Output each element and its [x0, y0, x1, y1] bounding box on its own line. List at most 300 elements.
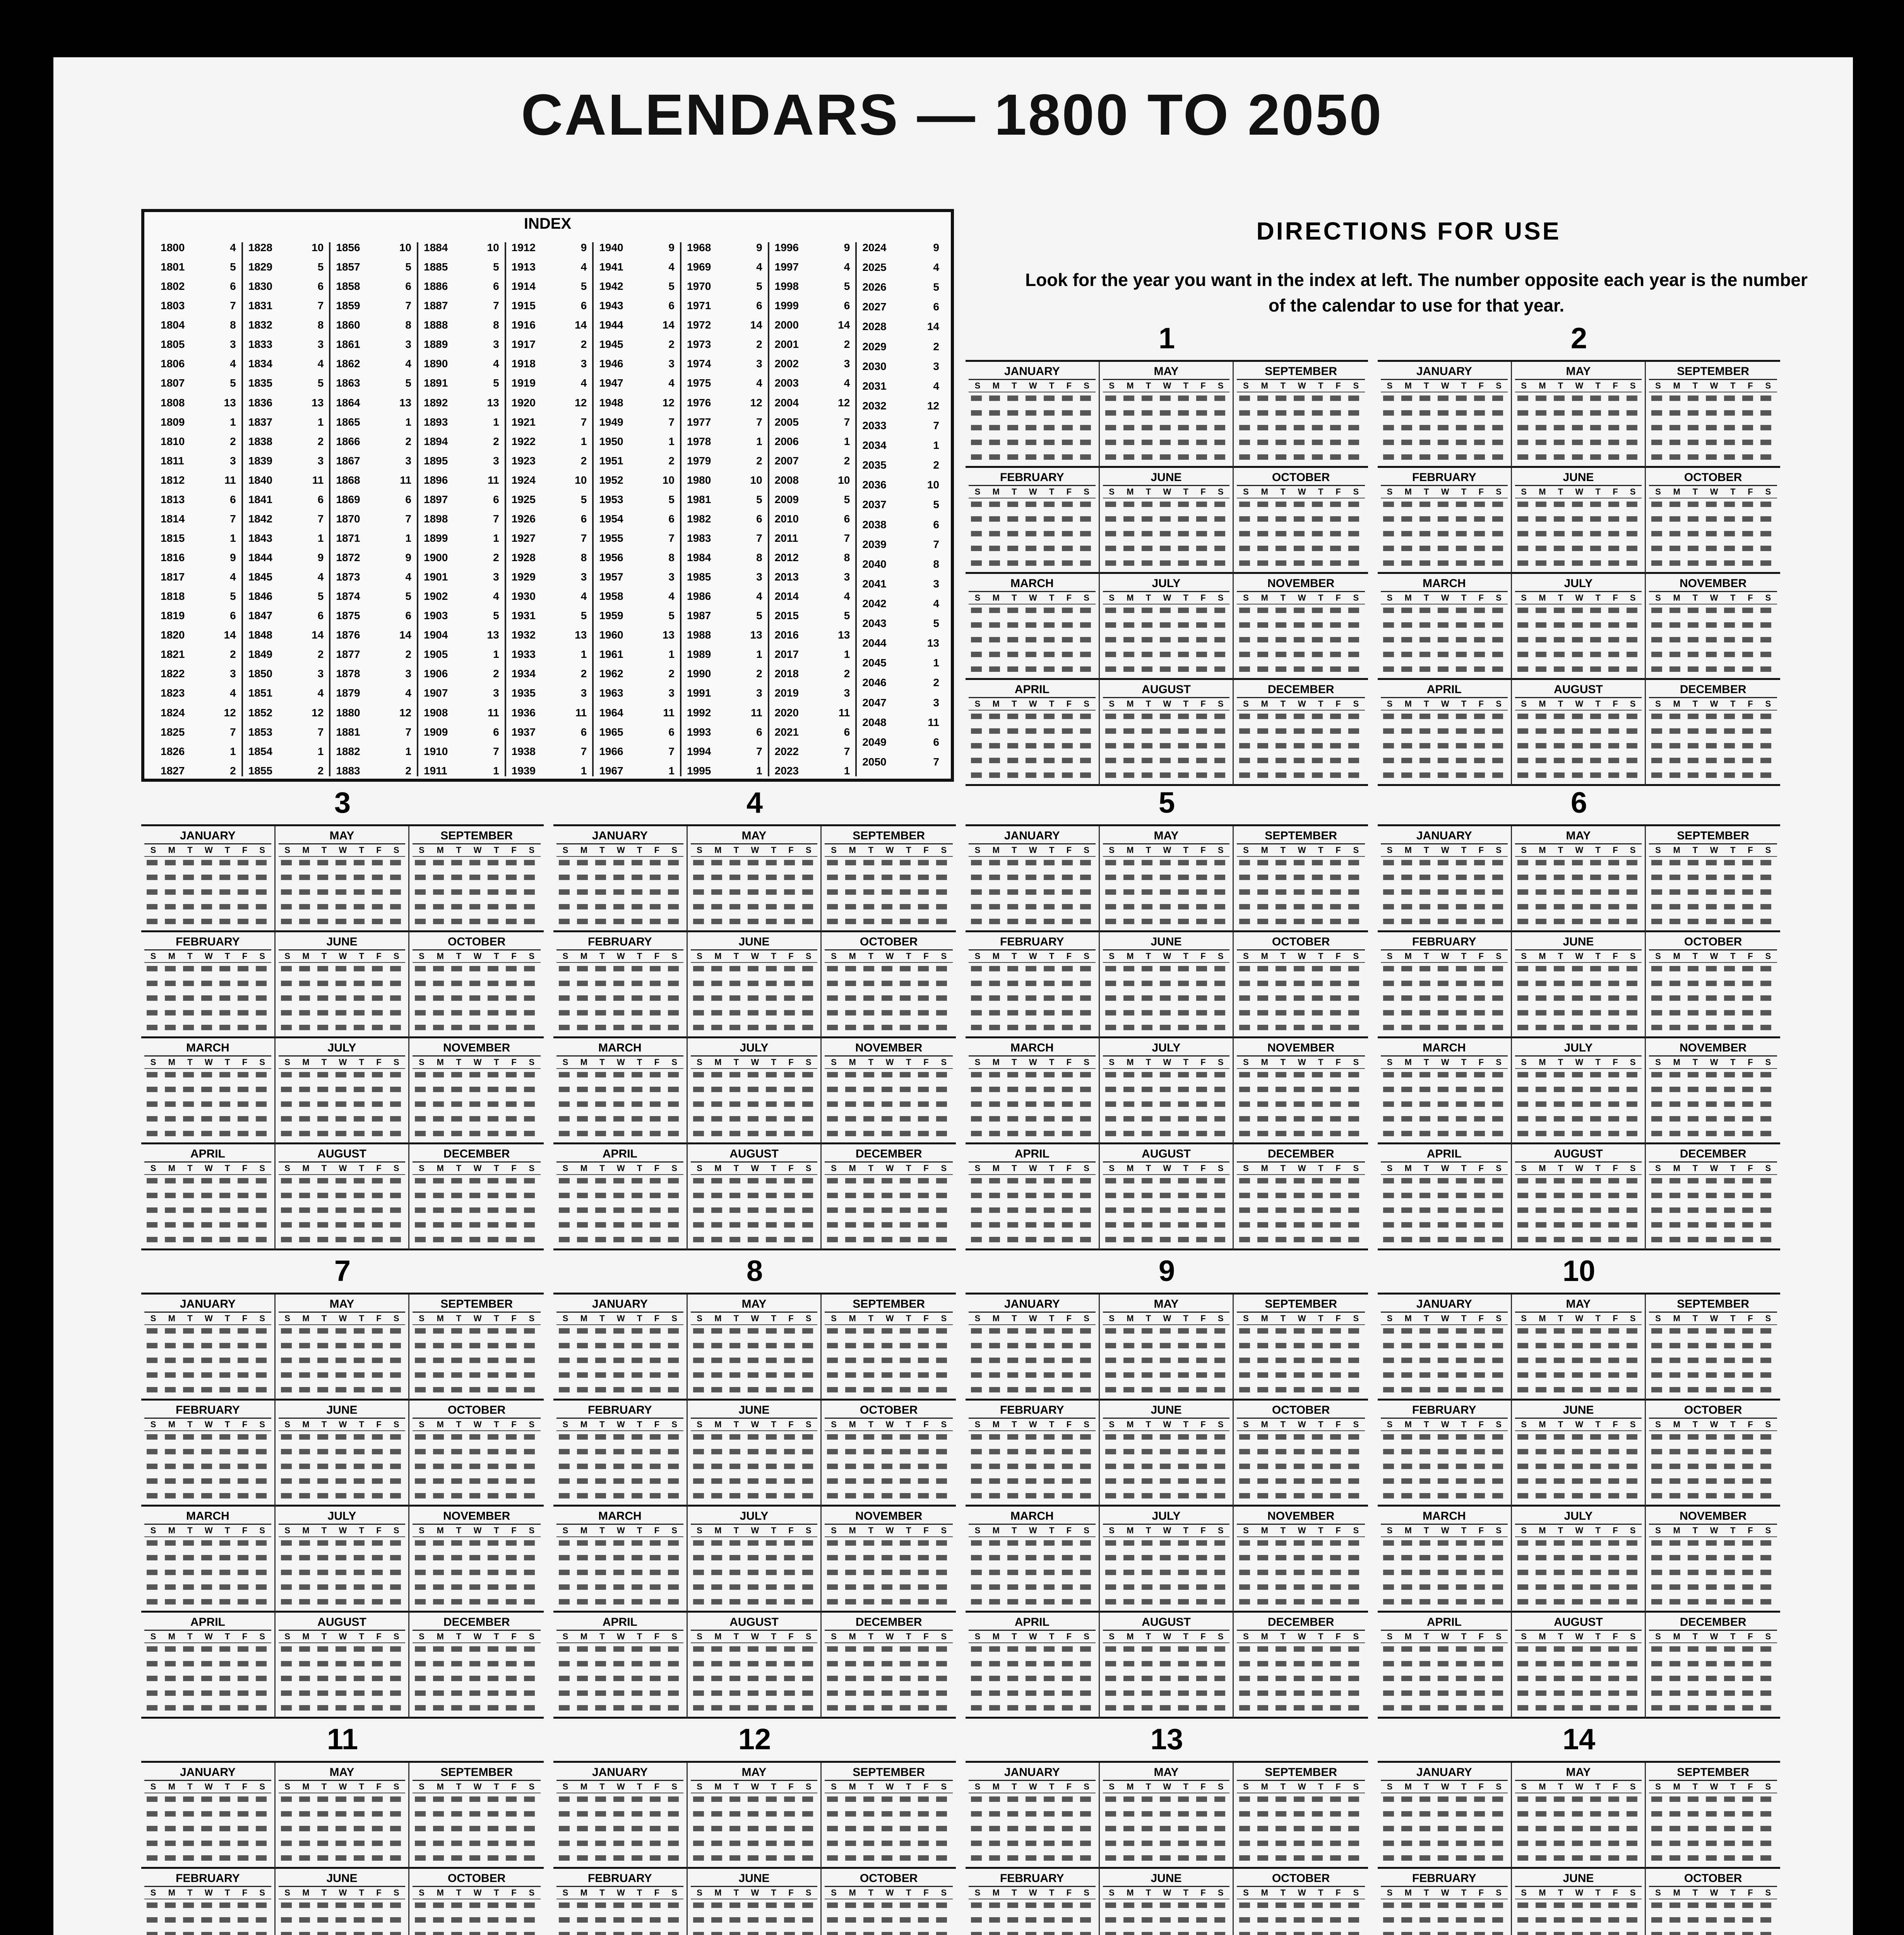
weekday-letter: S — [974, 1057, 981, 1067]
week-rows — [144, 1902, 271, 1935]
week-row — [556, 1387, 683, 1399]
weekday-letter: W — [1298, 381, 1306, 390]
calendar-14 — [1378, 1722, 1780, 1935]
weekday-letter: T — [1183, 1632, 1188, 1641]
weekday-letter: T — [637, 1632, 642, 1641]
week-row — [1381, 652, 1508, 663]
index-year: 1860 — [336, 319, 360, 331]
day-numbers-row — [827, 966, 950, 971]
day-numbers-row — [559, 1207, 681, 1213]
week-row — [1649, 728, 1777, 740]
day-numbers-row — [1239, 440, 1363, 445]
weekday-letter: T — [906, 1057, 911, 1067]
weekday-letter: F — [511, 1313, 517, 1323]
week-row — [1237, 772, 1365, 784]
weekday-header — [556, 844, 683, 857]
month-block — [1100, 468, 1234, 574]
weekday-letter: M — [302, 1057, 310, 1067]
week-rows — [825, 1796, 953, 1867]
day-numbers-row — [971, 1841, 1093, 1846]
index-year: 2000 — [774, 319, 799, 331]
week-row — [556, 1358, 683, 1369]
weekday-letter: F — [1613, 1888, 1618, 1897]
weekday-letter: F — [242, 951, 248, 961]
weekday-letter: S — [974, 593, 981, 603]
weekday-letter: T — [733, 845, 739, 855]
week-row — [969, 1570, 1096, 1581]
weekday-letter: T — [906, 1313, 911, 1323]
weekday-letter: F — [654, 1313, 660, 1323]
day-numbers-row — [1651, 1555, 1775, 1560]
day-numbers-row — [1651, 666, 1775, 672]
month-block — [1512, 1401, 1646, 1507]
month-block — [822, 826, 956, 932]
day-numbers-row — [827, 1902, 950, 1908]
week-row — [144, 1464, 271, 1475]
index-row — [336, 475, 411, 486]
index-year: 1975 — [687, 377, 711, 389]
day-numbers-row — [1239, 919, 1363, 924]
index-row — [687, 630, 762, 640]
week-row — [556, 1025, 683, 1036]
week-row — [1515, 1449, 1642, 1461]
day-numbers-row — [281, 1193, 403, 1198]
day-numbers-row — [1105, 728, 1228, 734]
month-name: JUNE — [1103, 935, 1230, 950]
month-block — [553, 1401, 688, 1507]
day-numbers-row — [1651, 1570, 1775, 1575]
index-row — [248, 746, 324, 757]
weekday-letter: S — [284, 1057, 290, 1067]
day-numbers-row — [1383, 1131, 1505, 1136]
weekday-letter: T — [1558, 1420, 1563, 1429]
index-year: 1848 — [248, 629, 272, 641]
week-row — [1103, 1646, 1230, 1658]
week-row — [144, 1932, 271, 1935]
day-numbers-row — [281, 1222, 403, 1228]
weekday-letter: T — [599, 1163, 605, 1173]
week-rows — [691, 1434, 818, 1505]
week-rows — [969, 860, 1096, 930]
weekday-letter: S — [150, 1057, 156, 1067]
index-calendar-number: 9 — [580, 241, 587, 253]
day-numbers-row — [1517, 502, 1640, 507]
index-row — [336, 378, 411, 389]
week-row — [1237, 652, 1365, 663]
week-row — [144, 1493, 271, 1505]
weekday-letter: S — [1217, 487, 1224, 497]
month-block — [966, 362, 1100, 468]
weekday-letter: F — [1066, 1632, 1072, 1641]
weekday-letter: T — [1595, 381, 1601, 390]
day-numbers-row — [693, 1826, 815, 1831]
weekday-letter: S — [259, 845, 265, 855]
day-numbers-row — [1239, 1811, 1363, 1817]
week-row — [1237, 995, 1365, 1007]
index-row — [599, 649, 675, 660]
week-row — [1649, 410, 1777, 422]
day-numbers-row — [1239, 410, 1363, 416]
weekday-letter: T — [637, 1888, 642, 1897]
index-calendar-number: 1 — [493, 764, 499, 777]
weekday-letter: S — [1630, 951, 1636, 961]
index-year: 2016 — [774, 629, 799, 641]
day-numbers-row — [1517, 1087, 1640, 1092]
weekday-letter: M — [1404, 487, 1412, 497]
index-calendar-number: 3 — [405, 338, 411, 351]
index-year: 1868 — [336, 474, 360, 486]
index-row — [161, 436, 236, 447]
weekday-letter: S — [562, 1057, 568, 1067]
index-calendar-number: 5 — [580, 280, 587, 293]
index-year: 1890 — [424, 358, 448, 370]
index-row — [687, 649, 762, 660]
index-row — [336, 242, 411, 253]
weekday-letter: F — [1613, 381, 1618, 390]
index-year: 1825 — [161, 726, 185, 738]
index-row — [775, 707, 850, 718]
day-numbers-row — [559, 1464, 681, 1469]
week-row — [969, 743, 1096, 755]
day-numbers-row — [1105, 1101, 1228, 1107]
weekday-letter: T — [187, 1420, 193, 1429]
month-block — [966, 826, 1100, 932]
index-row — [424, 533, 499, 544]
weekday-letter: W — [1298, 1888, 1306, 1897]
index-row — [161, 746, 236, 757]
day-numbers-row — [1383, 1072, 1505, 1077]
weekday-letter: T — [1461, 1632, 1467, 1641]
weekday-letter: S — [1353, 1526, 1359, 1535]
weekday-letter: W — [1575, 1632, 1584, 1641]
index-calendar-number: 1 — [668, 435, 675, 447]
calendar-number: 7 — [334, 1255, 351, 1288]
week-row — [279, 1010, 406, 1022]
day-numbers-row — [1651, 743, 1775, 748]
month-block — [688, 1295, 822, 1401]
week-row — [1649, 1237, 1777, 1248]
week-row — [1103, 516, 1230, 528]
weekday-letter: F — [1066, 1313, 1072, 1323]
index-calendar-number: 7 — [668, 416, 675, 428]
index-year: 1922 — [511, 435, 536, 447]
month-block — [276, 1763, 410, 1869]
index-row — [248, 668, 324, 679]
weekday-letter: M — [1673, 1632, 1680, 1641]
index-year: 2023 — [774, 764, 799, 777]
month-name: FEBRUARY — [969, 1403, 1096, 1419]
index-row — [862, 242, 939, 253]
index-calendar-number: 6 — [493, 493, 499, 505]
index-row — [424, 417, 499, 428]
index-year: 1915 — [511, 300, 536, 312]
day-numbers-row — [693, 1222, 815, 1228]
weekday-letter: S — [562, 951, 568, 961]
weekday-header — [1103, 380, 1230, 392]
index-row — [161, 572, 236, 582]
week-row — [144, 1178, 271, 1190]
day-numbers-row — [1517, 714, 1640, 719]
weekday-letter: S — [1243, 1163, 1249, 1173]
week-row — [144, 1540, 271, 1552]
index-row — [775, 572, 850, 582]
week-row — [1649, 1087, 1777, 1098]
weekday-letter: M — [1404, 951, 1412, 961]
month-name: AUGUST — [279, 1615, 406, 1631]
weekday-header — [1649, 1419, 1777, 1431]
week-rows — [1103, 502, 1230, 572]
weekday-letter: T — [1012, 381, 1017, 390]
week-rows — [279, 1796, 406, 1867]
day-numbers-row — [1517, 1464, 1640, 1469]
index-year: 2022 — [774, 745, 799, 757]
week-row — [825, 1584, 953, 1596]
index-row — [775, 746, 850, 757]
month-name: DECEMBER — [413, 1615, 541, 1631]
week-rows — [691, 1902, 818, 1935]
day-numbers-row — [971, 1932, 1093, 1935]
weekday-letter: T — [771, 1526, 776, 1535]
week-row — [1381, 1072, 1508, 1084]
week-row — [556, 875, 683, 886]
month-block — [276, 1038, 410, 1144]
week-rows — [1649, 1328, 1777, 1399]
index-year: 1928 — [511, 551, 536, 563]
month-name: OCTOBER — [825, 935, 953, 950]
weekday-letter: F — [1478, 1632, 1484, 1641]
weekday-letter: W — [1163, 1057, 1171, 1067]
weekday-letter: T — [1049, 593, 1055, 603]
day-numbers-row — [147, 1599, 269, 1605]
week-row — [1237, 860, 1365, 872]
day-numbers-row — [1239, 1222, 1363, 1228]
index-row — [775, 281, 850, 292]
weekday-header — [1103, 1781, 1230, 1793]
weekday-letter: T — [1145, 1526, 1151, 1535]
week-row — [1103, 889, 1230, 901]
index-calendar-number: 2 — [230, 764, 236, 777]
weekday-letter: S — [529, 1163, 535, 1173]
day-numbers-row — [1517, 1826, 1640, 1831]
week-row — [1649, 1540, 1777, 1552]
index-year: 1968 — [687, 241, 711, 253]
weekday-letter: T — [321, 845, 327, 855]
day-numbers-row — [1517, 1328, 1640, 1334]
index-row — [336, 494, 411, 505]
index-row — [161, 417, 236, 428]
month-name: FEBRUARY — [556, 1871, 683, 1887]
weekday-letter: T — [321, 1782, 327, 1791]
weekday-letter: T — [321, 951, 327, 961]
index-year: 1878 — [336, 668, 360, 680]
weekday-letter: W — [204, 1313, 213, 1323]
week-row — [1237, 1705, 1365, 1717]
weekday-letter: S — [1387, 1888, 1393, 1897]
month-name: MAY — [1515, 1765, 1642, 1781]
day-numbers-row — [971, 772, 1093, 778]
weekday-letter: T — [1595, 951, 1601, 961]
day-numbers-row — [1105, 1178, 1228, 1183]
week-row — [556, 1207, 683, 1219]
week-rows — [144, 1434, 271, 1505]
index-year: 1980 — [687, 474, 711, 486]
index-year: 1949 — [599, 416, 623, 428]
day-numbers-row — [971, 546, 1093, 551]
weekday-letter: T — [1280, 845, 1286, 855]
week-row — [413, 904, 541, 916]
day-numbers-row — [559, 1237, 681, 1242]
day-numbers-row — [1651, 1932, 1775, 1935]
month-block — [1234, 1507, 1368, 1613]
index-calendar-number: 2 — [668, 454, 675, 467]
index-calendar-number: 3 — [844, 571, 850, 583]
weekday-letter: F — [1613, 1163, 1618, 1173]
index-year: 1996 — [774, 241, 799, 253]
weekday-header — [969, 698, 1096, 711]
week-row — [825, 1025, 953, 1036]
weekday-letter: S — [284, 845, 290, 855]
week-row — [969, 1237, 1096, 1248]
weekday-letter: S — [1765, 845, 1771, 855]
week-row — [1381, 966, 1508, 978]
weekday-letter: T — [637, 1526, 642, 1535]
index-calendar-number: 8 — [844, 551, 850, 563]
index-calendar-number: 3 — [933, 696, 939, 709]
index-calendar-number: 8 — [933, 558, 939, 570]
weekday-letter: W — [1163, 1888, 1171, 1897]
day-numbers-row — [415, 1570, 538, 1575]
weekday-letter: F — [1748, 1420, 1753, 1429]
week-row — [1649, 1646, 1777, 1658]
index-calendar-number: 5 — [756, 493, 762, 505]
day-numbers-row — [415, 1193, 538, 1198]
index-row — [862, 381, 939, 392]
week-row — [969, 425, 1096, 437]
weekday-letter: S — [1084, 951, 1089, 961]
week-row — [144, 1387, 271, 1399]
weekday-letter: T — [1012, 1057, 1017, 1067]
weekday-letter: T — [637, 1420, 642, 1429]
weekday-letter: T — [1424, 699, 1429, 709]
week-row — [1381, 1555, 1508, 1567]
weekday-letter: F — [923, 1163, 929, 1173]
week-row — [1515, 1193, 1642, 1204]
index-calendar-number: 2 — [756, 668, 762, 680]
week-row — [825, 1705, 953, 1717]
weekday-letter: S — [1496, 1632, 1502, 1641]
weekday-header — [556, 1163, 683, 1175]
index-calendar-number: 6 — [317, 493, 324, 505]
day-numbers-row — [1651, 1222, 1775, 1228]
day-numbers-row — [1517, 1796, 1640, 1802]
calendar-month-grid — [1378, 1761, 1780, 1935]
week-row — [1103, 1387, 1230, 1399]
day-numbers-row — [1383, 502, 1505, 507]
month-name: SEPTEMBER — [825, 1297, 953, 1313]
index-year: 1933 — [511, 648, 536, 661]
index-row — [862, 460, 939, 471]
week-row — [1515, 1555, 1642, 1567]
weekday-letter: T — [1318, 487, 1324, 497]
weekday-letter: W — [616, 1057, 625, 1067]
day-numbers-row — [693, 1705, 815, 1711]
weekday-letter: F — [1748, 1888, 1753, 1897]
weekday-letter: S — [284, 1313, 290, 1323]
day-numbers-row — [281, 1584, 403, 1590]
week-row — [1103, 966, 1230, 978]
weekday-header — [1237, 1163, 1365, 1175]
week-row — [1237, 1464, 1365, 1475]
calendar-month-grid — [966, 1293, 1368, 1716]
week-rows — [413, 1178, 541, 1248]
week-rows — [144, 860, 271, 930]
weekday-letter: F — [1748, 1632, 1753, 1641]
week-rows — [1237, 714, 1365, 784]
day-numbers-row — [971, 1811, 1093, 1817]
day-numbers-row — [1239, 1464, 1363, 1469]
day-numbers-row — [281, 1449, 403, 1454]
week-row — [1103, 1855, 1230, 1867]
index-year: 2033 — [862, 419, 887, 432]
weekday-letter: S — [1243, 951, 1249, 961]
month-block — [409, 1763, 544, 1869]
index-year: 1995 — [687, 764, 711, 777]
index-calendar-number: 14 — [750, 319, 762, 331]
week-row — [1649, 1932, 1777, 1935]
index-calendar-number: 7 — [756, 745, 762, 757]
week-rows — [1237, 1328, 1365, 1399]
week-row — [825, 1222, 953, 1234]
index-row — [599, 746, 675, 757]
index-calendar-number: 4 — [668, 377, 675, 389]
weekday-letter: T — [771, 1632, 776, 1641]
day-numbers-row — [827, 1328, 950, 1334]
weekday-letter: M — [849, 951, 856, 961]
weekday-letter: S — [1217, 951, 1224, 961]
weekday-header — [969, 380, 1096, 392]
weekday-letter: W — [885, 845, 894, 855]
weekday-letter: M — [1404, 845, 1412, 855]
calendar-month-grid — [966, 1761, 1368, 1935]
index-year: 1819 — [161, 610, 185, 622]
month-block — [1100, 574, 1234, 680]
day-numbers-row — [1383, 1372, 1505, 1378]
index-calendar-number: 1 — [844, 764, 850, 777]
month-block — [1512, 680, 1646, 786]
index-calendar-number: 10 — [487, 241, 499, 253]
index-year: 1823 — [161, 687, 185, 699]
day-numbers-row — [1651, 1661, 1775, 1666]
day-numbers-row — [559, 1434, 681, 1440]
week-row — [1381, 1493, 1508, 1505]
weekday-letter: M — [580, 1420, 587, 1429]
day-numbers-row — [693, 1116, 815, 1122]
day-numbers-row — [1383, 531, 1505, 536]
calendar-number: 4 — [746, 786, 763, 819]
index-year: 1923 — [511, 454, 536, 467]
index-row — [775, 242, 850, 253]
day-numbers-row — [281, 904, 403, 909]
week-row — [1649, 1917, 1777, 1929]
week-row — [556, 1584, 683, 1596]
week-row — [1649, 531, 1777, 543]
day-numbers-row — [147, 1917, 269, 1923]
weekday-letter: S — [1084, 381, 1089, 390]
weekday-letter: S — [671, 1632, 677, 1641]
week-row — [413, 1584, 541, 1596]
weekday-letter: S — [1109, 593, 1115, 603]
index-year: 1966 — [599, 745, 623, 757]
